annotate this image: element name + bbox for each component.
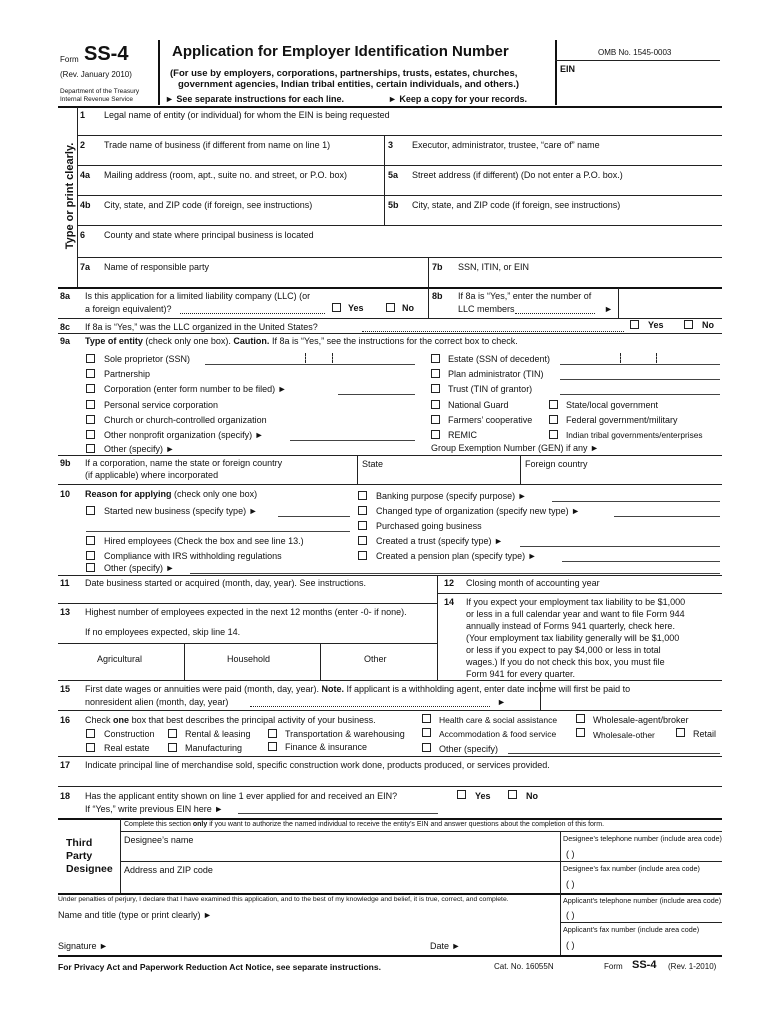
transportation-label: Transportation & warehousing — [285, 729, 405, 739]
hired-employees-label: Hired employees (Check the box and see line 13.) — [104, 536, 304, 546]
line-14-text-7: Form 941 for every quarter. — [466, 669, 576, 679]
remic-checkbox[interactable] — [431, 430, 440, 439]
line-4b-label: City, state, and ZIP code (if foreign, see instructions) — [104, 200, 313, 210]
line-18-no-checkbox[interactable] — [508, 790, 517, 799]
records-note: ► Keep a copy for your records. — [388, 94, 527, 104]
personal-service-corp-label: Personal service corporation — [104, 400, 219, 410]
footer-form-label: Form — [604, 962, 623, 971]
line-12-number: 12 — [444, 578, 455, 588]
line-6-label: County and state where principal business is located — [104, 230, 314, 240]
applicant-fax-paren: ( ) — [566, 940, 575, 950]
other-reason-label: Other (specify) ► — [104, 563, 175, 573]
line-18-yes-checkbox[interactable] — [457, 790, 466, 799]
hired-employees-checkbox[interactable] — [86, 536, 95, 545]
partnership-label: Partnership — [104, 369, 151, 379]
irs-compliance-label: Compliance with IRS withholding regulations — [104, 551, 282, 561]
other-activity-label: Other (specify) — [439, 744, 499, 754]
line-8c-label: If 8a is “Yes,” was the LLC organized in the United States? — [85, 322, 318, 332]
line-13-label: Highest number of employees expected in the next 12 months (enter -0- if none). — [85, 607, 407, 617]
line-3-number: 3 — [388, 140, 394, 150]
line-9b-text-2: (if applicable) where incorporated — [85, 470, 219, 480]
footer-revision: (Rev. 1-2010) — [668, 962, 717, 971]
line-8a-no-checkbox[interactable] — [386, 303, 395, 312]
line-8b-number: 8b — [432, 291, 443, 301]
changed-org-type-label: Changed type of organization (specify new type) ► — [376, 506, 581, 516]
type-or-print-label: Type or print clearly. — [64, 142, 76, 250]
partnership-checkbox[interactable] — [86, 369, 95, 378]
line-18-no-label: No — [526, 791, 538, 801]
date-label: Date ► — [430, 941, 461, 951]
health-care-label: Health care & social assistance — [439, 715, 558, 725]
department: Department of the Treasury — [60, 88, 140, 95]
line-16-heading: Check one box that best describes the principal activity of your business. — [85, 715, 376, 725]
instructions-note: ► See separate instructions for each line. — [165, 94, 344, 104]
line-13-number: 13 — [60, 607, 71, 617]
finance-insurance-checkbox[interactable] — [268, 742, 277, 751]
line-12-label: Closing month of accounting year — [466, 578, 600, 588]
line-18-yes-label: Yes — [475, 791, 491, 801]
line-18-number: 18 — [60, 791, 71, 801]
line-8a-yes-checkbox[interactable] — [332, 303, 341, 312]
designee-name-label: Designee’s name — [124, 835, 194, 845]
line-14-text-2: or less in a full calendar year and want to file Form 944 — [466, 609, 685, 619]
line-6-number: 6 — [80, 230, 86, 240]
tribal-gov-label: Indian tribal governments/enterprises — [566, 430, 703, 440]
agency: Internal Revenue Service — [60, 96, 133, 103]
line-9a-heading: Type of entity (check only one box). Caution. If 8a is “Yes,” see the instructions for the correct box to check. — [85, 336, 518, 346]
national-guard-label: National Guard — [448, 400, 509, 410]
real-estate-checkbox[interactable] — [86, 743, 95, 752]
omb-number: OMB No. 1545-0003 — [598, 48, 672, 57]
church-org-checkbox[interactable] — [86, 415, 95, 424]
purchased-business-checkbox[interactable] — [358, 521, 367, 530]
created-pension-checkbox[interactable] — [358, 551, 367, 560]
trust-label: Trust (TIN of grantor) — [448, 384, 533, 394]
signature-label: Signature ► — [58, 941, 108, 951]
name-title-label: Name and title (type or print clearly) ► — [58, 910, 212, 920]
applicant-phone-label: Applicant’s telephone number (include area code) — [563, 896, 722, 905]
line-14-text-5: or less if you expect to pay $4,000 or less in total — [466, 645, 661, 655]
corporation-checkbox[interactable] — [86, 384, 95, 393]
created-pension-label: Created a pension plan (specify type) ► — [376, 551, 537, 561]
changed-org-type-checkbox[interactable] — [358, 506, 367, 515]
personal-service-corp-checkbox[interactable] — [86, 400, 95, 409]
line-8c-no-label: No — [702, 320, 714, 330]
other-nonprofit-checkbox[interactable] — [86, 430, 95, 439]
manufacturing-checkbox[interactable] — [168, 743, 177, 752]
group-exemption-label: Group Exemption Number (GEN) if any ► — [431, 443, 599, 453]
federal-gov-label: Federal government/military — [566, 415, 678, 425]
line-8c-number: 8c — [60, 322, 71, 332]
corporation-label: Corporation (enter form number to be filed) ► — [104, 384, 287, 394]
trust-checkbox[interactable] — [431, 384, 440, 393]
applicant-phone-paren: ( ) — [566, 910, 575, 920]
other-employees-label: Other — [364, 654, 387, 664]
wholesale-agent-label: Wholesale-agent/broker — [593, 715, 689, 725]
line-8c-no-checkbox[interactable] — [684, 320, 693, 329]
line-2-label: Trade name of business (if different from name on line 1) — [104, 140, 331, 150]
rental-leasing-label: Rental & leasing — [185, 729, 251, 739]
line-8a-number: 8a — [60, 291, 71, 301]
catalog-number: Cat. No. 16055N — [494, 962, 554, 971]
church-org-label: Church or church-controlled organization — [104, 415, 267, 425]
accommodation-label: Accommodation & food service — [439, 729, 557, 739]
tribal-gov-checkbox[interactable] — [549, 430, 558, 439]
other-nonprofit-label: Other nonprofit organization (specify) ► — [104, 430, 264, 440]
retail-label: Retail — [693, 729, 717, 739]
line-7b-number: 7b — [432, 262, 443, 272]
line-18-previous-ein: If “Yes,” write previous EIN here ► — [85, 804, 224, 814]
line-15-text-2: nonresident alien (month, day, year) — [85, 697, 229, 707]
created-trust-label: Created a trust (specify type) ► — [376, 536, 503, 546]
line-14-text-6: wages.) If you do not check this box, you must file — [466, 657, 665, 667]
form-number: SS-4 — [84, 43, 129, 65]
line-3-label: Executor, administrator, trustee, “care of” name — [412, 140, 600, 150]
line-17-number: 17 — [60, 760, 71, 770]
finance-insurance-label: Finance & insurance — [285, 742, 368, 752]
line-18-label: Has the applicant entity shown on line 1 ever applied for and received an EIN? — [85, 791, 398, 801]
sole-proprietor-checkbox[interactable] — [86, 354, 95, 363]
purchased-business-label: Purchased going business — [376, 521, 482, 531]
transportation-checkbox[interactable] — [268, 729, 277, 738]
line-8a-text-1: Is this application for a limited liability company (LLC) (or — [85, 291, 311, 301]
farmers-coop-checkbox[interactable] — [431, 415, 440, 424]
revision-date: (Rev. January 2010) — [60, 70, 132, 79]
wholesale-other-label: Wholesale-other — [593, 730, 655, 740]
form-label: Form — [60, 55, 79, 64]
line-17-label: Indicate principal line of merchandise sold, specific construction work done, products produced, or services provided. — [85, 760, 550, 770]
farmers-coop-label: Farmers’ cooperative — [448, 415, 533, 425]
wholesale-agent-checkbox[interactable] — [576, 714, 585, 723]
line-16-number: 16 — [60, 715, 71, 725]
manufacturing-label: Manufacturing — [185, 743, 243, 753]
remic-label: REMIC — [448, 430, 477, 440]
line-5a-number: 5a — [388, 170, 399, 180]
perjury-statement: Under penalties of perjury, I declare that I have examined this application, and to the best of my knowledge and belief, it is true, correct, and complete. — [58, 896, 509, 903]
real-estate-label: Real estate — [104, 743, 150, 753]
started-new-business-label: Started new business (specify type) ► — [104, 506, 258, 516]
line-15-text: First date wages or annuities were paid (month, day, year). Note. If applicant is a withholding agent, enter date income will first be paid to — [85, 684, 631, 694]
line-9b-text-1: If a corporation, name the state or foreign country — [85, 458, 283, 468]
line-1-number: 1 — [80, 110, 86, 120]
construction-label: Construction — [104, 729, 155, 739]
line-15-arrow: ► — [497, 697, 506, 707]
rental-leasing-checkbox[interactable] — [168, 729, 177, 738]
designee-phone-label: Designee’s telephone number (include area code) — [563, 834, 722, 843]
line-9b-number: 9b — [60, 458, 71, 468]
other-activity-checkbox[interactable] — [422, 743, 431, 752]
line-14-text-3: annually instead of Forms 941 quarterly, check here. — [466, 621, 675, 631]
health-care-checkbox[interactable] — [422, 714, 431, 723]
other-entity-label: Other (specify) ► — [104, 444, 175, 454]
line-7a-label: Name of responsible party — [104, 262, 210, 272]
line-13-note: If no employees expected, skip line 14. — [85, 627, 241, 637]
ein-label: EIN — [560, 64, 576, 74]
line-4a-number: 4a — [80, 170, 91, 180]
construction-checkbox[interactable] — [86, 729, 95, 738]
line-8b-arrow: ► — [604, 304, 613, 314]
line-8c-yes-label: Yes — [648, 320, 664, 330]
form-title: Application for Employer Identification Number — [172, 43, 509, 60]
estate-checkbox[interactable] — [431, 354, 440, 363]
line-14-text-1: If you expect your employment tax liability to be $1,000 — [466, 597, 686, 607]
designee-phone-paren: ( ) — [566, 849, 575, 859]
line-7a-number: 7a — [80, 262, 91, 272]
line-8a-no-label: No — [402, 303, 414, 313]
estate-label: Estate (SSN of decedent) — [448, 354, 551, 364]
privacy-notice: For Privacy Act and Paperwork Reduction Act Notice, see separate instructions. — [58, 962, 381, 972]
state-label: State — [362, 459, 384, 469]
line-11-label: Date business started or acquired (month, day, year). See instructions. — [85, 578, 366, 588]
designee-fax-paren: ( ) — [566, 879, 575, 889]
line-10-number: 10 — [60, 489, 71, 499]
line-8b-text-2: LLC members — [458, 304, 515, 314]
line-5a-label: Street address (if different) (Do not enter a P.O. box.) — [412, 170, 623, 180]
footer-form-number: SS-4 — [632, 959, 657, 971]
foreign-country-label: Foreign country — [525, 459, 588, 469]
line-14-number: 14 — [444, 597, 455, 607]
subtitle-line-1: (For use by employers, corporations, partnerships, trusts, estates, churches, — [170, 68, 518, 79]
line-10-heading: Reason for applying (check only one box) — [85, 489, 258, 499]
line-8c-yes-checkbox[interactable] — [630, 320, 639, 329]
wholesale-other-checkbox[interactable] — [576, 728, 585, 737]
sole-proprietor-label: Sole proprietor (SSN) — [104, 354, 191, 364]
designee-fax-label: Designee’s fax number (include area code) — [563, 864, 700, 873]
line-5b-label: City, state, and ZIP code (if foreign, see instructions) — [412, 200, 621, 210]
irs-compliance-checkbox[interactable] — [86, 551, 95, 560]
third-party-intro: Complete this section only if you want to authorize the named individual to receive the entity’s EIN and answer questions about the completion of this form. — [124, 821, 605, 828]
national-guard-checkbox[interactable] — [431, 400, 440, 409]
retail-checkbox[interactable] — [676, 728, 685, 737]
line-7b-label: SSN, ITIN, or EIN — [458, 262, 530, 272]
designee-address-label: Address and ZIP code — [124, 865, 213, 875]
accommodation-checkbox[interactable] — [422, 728, 431, 737]
other-entity-checkbox[interactable] — [86, 444, 95, 453]
line-8b-text-1: If 8a is “Yes,” enter the number of — [458, 291, 592, 301]
subtitle-line-2: government agencies, Indian tribal entities, certain individuals, and others.) — [178, 79, 520, 90]
federal-gov-checkbox[interactable] — [549, 415, 558, 424]
plan-administrator-checkbox[interactable] — [431, 369, 440, 378]
line-8a-text-2: a foreign equivalent)? — [85, 304, 172, 314]
third-party-title-1: Third — [66, 837, 93, 849]
started-new-business-checkbox[interactable] — [86, 506, 95, 515]
line-1-label: Legal name of entity (or individual) for whom the EIN is being requested — [104, 110, 390, 120]
created-trust-checkbox[interactable] — [358, 536, 367, 545]
line-4b-number: 4b — [80, 200, 91, 210]
banking-purpose-label: Banking purpose (specify purpose) ► — [376, 491, 527, 501]
applicant-fax-label: Applicant’s fax number (include area code) — [563, 925, 700, 934]
third-party-title-2: Party — [66, 850, 93, 862]
other-reason-checkbox[interactable] — [86, 563, 95, 572]
banking-purpose-checkbox[interactable] — [358, 491, 367, 500]
plan-administrator-label: Plan administrator (TIN) — [448, 369, 544, 379]
line-15-number: 15 — [60, 684, 71, 694]
household-label: Household — [227, 654, 271, 664]
line-5b-number: 5b — [388, 200, 399, 210]
state-local-gov-label: State/local government — [566, 400, 659, 410]
agricultural-label: Agricultural — [97, 654, 143, 664]
state-local-gov-checkbox[interactable] — [549, 400, 558, 409]
third-party-title-3: Designee — [66, 863, 113, 875]
line-9a-number: 9a — [60, 336, 71, 346]
line-11-number: 11 — [60, 578, 70, 588]
line-4a-label: Mailing address (room, apt., suite no. and street, or P.O. box) — [104, 170, 347, 180]
line-8a-yes-label: Yes — [348, 303, 364, 313]
line-2-number: 2 — [80, 140, 86, 150]
line-14-text-4: (Your employment tax liability generally will be $1,000 — [466, 633, 680, 643]
